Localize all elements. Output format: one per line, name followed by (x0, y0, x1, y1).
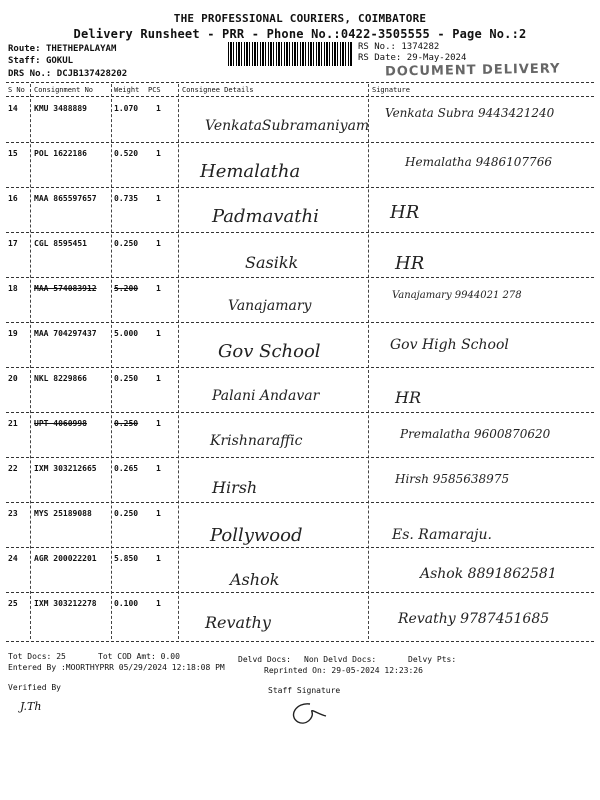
consignee-handwriting: Hemalatha (200, 161, 301, 182)
row-sno: 21 (8, 419, 18, 428)
consignee-handwriting: VenkataSubramaniyam (205, 118, 370, 134)
header-bottom-rule (6, 96, 594, 97)
consignee-handwriting: Ashok (230, 570, 280, 589)
drs-label: DRS No.: (8, 69, 52, 79)
table-row (0, 100, 600, 142)
signature-handwriting: HR (395, 253, 425, 274)
consignee-handwriting: Palani Andavar (212, 388, 320, 404)
row-pcs: 1 (156, 554, 161, 563)
tot-docs-value: 25 (56, 652, 66, 661)
staff-line (8, 56, 73, 66)
table-row (0, 235, 600, 277)
col-weight: Weight (114, 86, 140, 94)
consignee-handwriting: Gov School (218, 341, 321, 362)
row-rule (6, 592, 594, 593)
header-top-rule (6, 82, 594, 83)
row-consignment: POL 1622186 (34, 149, 87, 158)
col-consignment: Consignment No (34, 86, 94, 94)
consignee-handwriting: Revathy (205, 613, 271, 632)
table-bottom-rule (6, 641, 594, 642)
non-delvd-docs-label: Non Delvd Docs: (304, 655, 377, 664)
row-weight: 5.200 (114, 284, 139, 293)
row-sno: 24 (8, 554, 18, 563)
signature-handwriting: Venkata Subra 9443421240 (385, 106, 555, 120)
row-pcs: 1 (156, 599, 161, 608)
row-weight: 0.250 (114, 239, 139, 248)
row-rule (6, 277, 594, 278)
row-sno: 23 (8, 509, 18, 518)
table-row (0, 145, 600, 187)
consignee-handwriting: Sasikk (245, 253, 299, 272)
row-rule (6, 412, 594, 413)
row-weight: 0.265 (114, 464, 139, 473)
consignee-handwriting: Krishnaraffic (210, 433, 303, 449)
table-row (0, 370, 600, 412)
staff-signature-mark (282, 694, 330, 730)
col-pcs: PCS (148, 86, 161, 94)
drs-value: DCJB137428202 (56, 69, 128, 79)
row-consignment: IXM 303212665 (34, 464, 97, 473)
row-weight: 0.250 (114, 374, 139, 383)
row-rule (6, 187, 594, 188)
tot-cod (98, 652, 180, 661)
rs-no-line (358, 42, 439, 52)
consignee-handwriting: Hirsh (212, 478, 258, 497)
row-weight: 0.735 (114, 194, 139, 203)
row-sno: 25 (8, 599, 18, 608)
row-pcs: 1 (156, 104, 161, 113)
row-pcs: 1 (156, 149, 161, 158)
rs-no-label: RS No.: (358, 42, 396, 52)
delvy-pts-label: Delvy Pts: (408, 655, 457, 664)
rs-date-line (358, 53, 466, 63)
row-consignment: MYS 25189088 (34, 509, 92, 518)
row-rule (6, 502, 594, 503)
delvd-docs-label: Delvd Docs: (238, 655, 291, 664)
consignee-handwriting: Vanajamary (228, 298, 312, 314)
table-row (0, 505, 600, 547)
row-consignment: KMU 3488889 (34, 104, 87, 113)
signature-handwriting: Ashok 8891862581 (420, 566, 557, 582)
signature-handwriting: Revathy 9787451685 (398, 611, 550, 627)
route-line (8, 44, 116, 54)
table-row (0, 280, 600, 322)
table-row (0, 595, 600, 637)
table-row (0, 325, 600, 367)
row-weight: 1.070 (114, 104, 139, 113)
document-delivery-stamp: DOCUMENT DELIVERY (384, 61, 561, 80)
staff-signature-label: Staff Signature (268, 686, 341, 695)
signature-handwriting: Premalatha 9600870620 (400, 427, 551, 441)
table-row (0, 415, 600, 457)
totals-line (8, 652, 66, 661)
rs-no-value: 1374282 (401, 42, 440, 52)
verified-initials: J.Th (20, 700, 42, 713)
row-sno: 20 (8, 374, 18, 383)
row-pcs: 1 (156, 239, 161, 248)
row-rule (6, 322, 594, 323)
company-name: THE PROFESSIONAL COURIERS, COIMBATORE (173, 12, 427, 25)
runsheet-title: Delivery Runsheet - PRR - Phone No.:0422-3505555 - Page No.:2 (73, 27, 527, 41)
row-pcs: 1 (156, 464, 161, 473)
signature-handwriting: Hirsh 9585638975 (395, 472, 510, 486)
table-row (0, 190, 600, 232)
rs-date-label: RS Date: (358, 53, 402, 63)
rs-date-value: 29-May-2024 (406, 53, 467, 63)
row-sno: 14 (8, 104, 18, 113)
row-sno: 18 (8, 284, 18, 293)
row-weight: 5.000 (114, 329, 139, 338)
row-weight: 5.850 (114, 554, 139, 563)
row-pcs: 1 (156, 284, 161, 293)
route-label: Route: (8, 44, 41, 54)
row-weight: 0.520 (114, 149, 139, 158)
row-rule (6, 457, 594, 458)
signature-handwriting: Vanajamary 9944021 278 (392, 290, 522, 301)
table-row (0, 460, 600, 502)
tot-cod-label: Tot COD Amt: (98, 652, 156, 661)
staff-value: GOKUL (45, 56, 74, 66)
row-consignment: NKL 8229866 (34, 374, 87, 383)
row-consignment: AGR 200022201 (34, 554, 97, 563)
row-weight: 0.250 (114, 419, 139, 428)
staff-label: Staff: (8, 56, 41, 66)
row-pcs: 1 (156, 329, 161, 338)
signature-handwriting: HR (390, 202, 420, 223)
tot-docs-label: Tot Docs: (8, 652, 52, 661)
verified-by-label: Verified By (8, 683, 61, 692)
row-consignment: CGL 8595451 (34, 239, 87, 248)
row-pcs: 1 (156, 194, 161, 203)
signature-handwriting: HR (395, 388, 421, 407)
tot-cod-value: 0.00 (160, 652, 180, 661)
row-sno: 17 (8, 239, 18, 248)
reprinted-on: Reprinted On: 29-05-2024 12:23:26 (264, 666, 423, 675)
row-weight: 0.100 (114, 599, 139, 608)
row-rule (6, 232, 594, 233)
consignee-handwriting: Pollywood (210, 525, 303, 546)
route-value: THETHEPALAYAM (45, 44, 117, 54)
signature-handwriting: Gov High School (390, 337, 509, 353)
drs-line (8, 69, 127, 79)
row-consignment: MAA 704297437 (34, 329, 97, 338)
row-sno: 22 (8, 464, 18, 473)
col-sno: S No (8, 86, 25, 94)
row-rule (6, 547, 594, 548)
signature-handwriting: Hemalatha 9486107766 (405, 155, 552, 169)
row-sno: 15 (8, 149, 18, 158)
row-sno: 16 (8, 194, 18, 203)
col-signature: Signature (372, 86, 410, 94)
table-row (0, 550, 600, 592)
row-rule (6, 367, 594, 368)
row-pcs: 1 (156, 509, 161, 518)
signature-handwriting: Es. Ramaraju. (392, 527, 492, 543)
row-pcs: 1 (156, 419, 161, 428)
row-weight: 0.250 (114, 509, 139, 518)
col-consignee: Consignee Details (182, 86, 254, 94)
barcode (228, 42, 352, 66)
row-pcs: 1 (156, 374, 161, 383)
row-consignment: MAA 865597657 (34, 194, 97, 203)
entered-by: Entered By :MOORTHYPRR 05/29/2024 12:18:08 PM (8, 663, 225, 672)
row-consignment: IXM 303212278 (34, 599, 97, 608)
row-rule (6, 142, 594, 143)
row-consignment: UPT 4060998 (34, 419, 87, 428)
row-consignment: MAA 574083912 (34, 284, 97, 293)
consignee-handwriting: Padmavathi (212, 206, 319, 227)
row-sno: 19 (8, 329, 18, 338)
